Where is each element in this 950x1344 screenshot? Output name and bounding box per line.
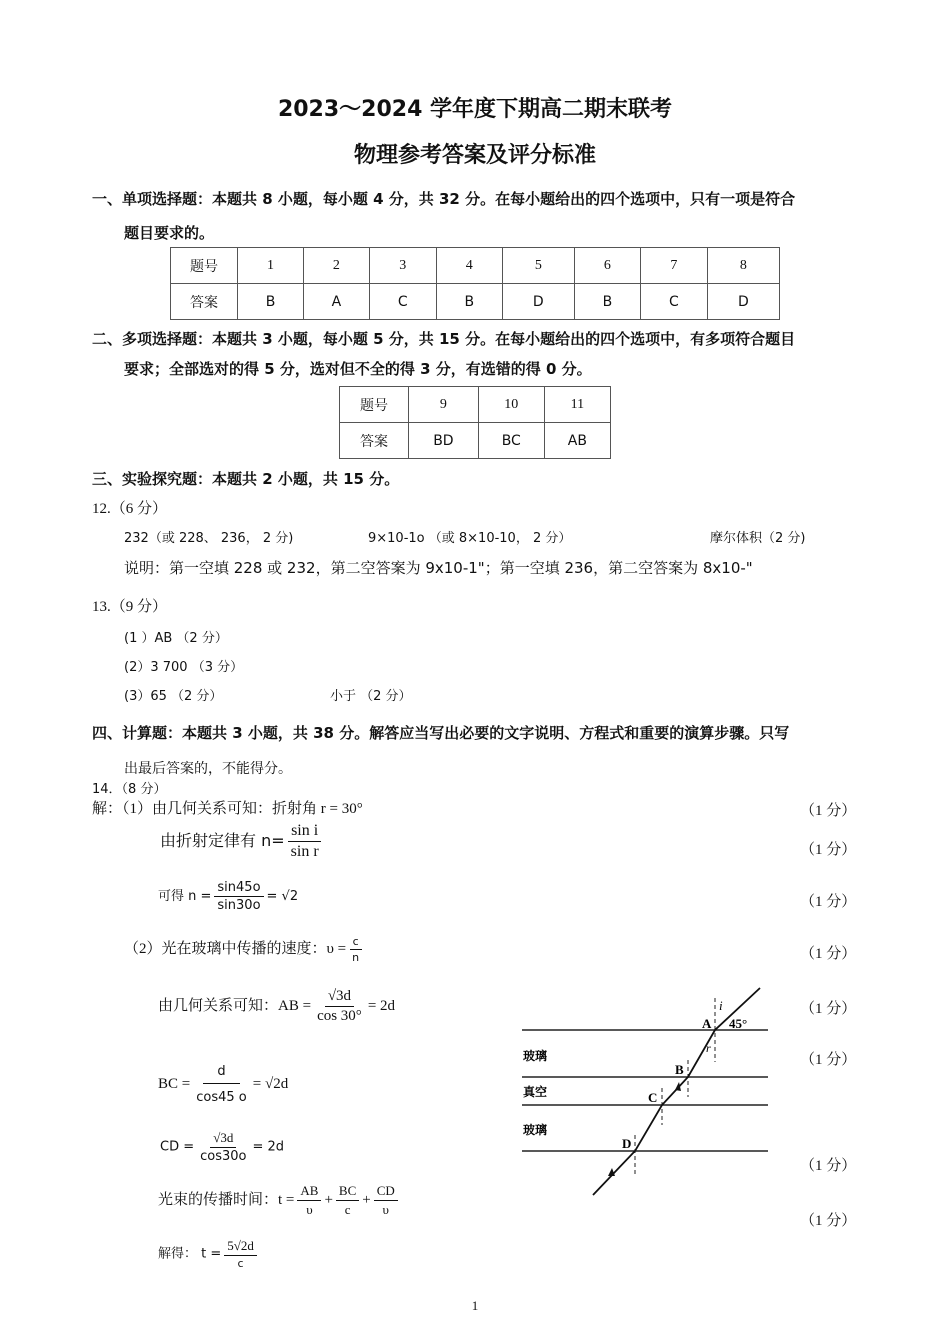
q14-step6: [158, 1064, 288, 1105]
row-label: 题号: [340, 387, 409, 423]
fraction-denominator: c: [344, 1202, 351, 1217]
exam-title: 2023～2024 学年度下期高二期末联考: [277, 97, 673, 122]
step7-result: = 2d: [252, 1139, 285, 1155]
time-fraction-cd: [374, 1183, 398, 1218]
question-number: 7: [640, 248, 707, 284]
q14-step8: 光束的传播时间：t = $\frac{AB}{\upsilon}$ + $\frac{BC}{c}$ + $\frac{CD}{\upsilon}$: [158, 1183, 401, 1218]
fraction-numerator: sin i: [288, 822, 321, 842]
step6-result: = √2d: [252, 1075, 289, 1092]
row-label: 答案: [340, 423, 409, 459]
fraction-denominator: υ: [382, 1202, 389, 1217]
fraction-numerator: √3d: [210, 1130, 236, 1148]
question-number: 3: [369, 248, 436, 284]
single-choice-table: [170, 247, 780, 320]
snell-fraction: [288, 822, 322, 861]
fraction-denominator: cos 30°: [317, 1008, 362, 1024]
section2-heading: 二、多项选择题：本题共 3 小题，每小题 5 分，共 15 分。在每小题给出的四个选项中，有多项符合题目: [92, 330, 796, 348]
time-fraction-bc: [336, 1183, 359, 1218]
fraction-denominator: n: [352, 951, 360, 964]
fraction-denominator: sin r: [290, 843, 319, 860]
section2-heading-cont: 要求；全部选对的得 5 分，选对但不全的得 3 分，有选错的得 0 分。: [124, 360, 592, 378]
label-glass-bottom: 玻璃: [523, 1123, 548, 1137]
answer-cell: C: [369, 284, 436, 320]
q13-answer-2: (2）3 700 （3 分）: [124, 660, 244, 675]
section4-heading: 四、计算题：本题共 3 小题，共 38 分。解答应当写出必要的文字说明、方程式和重要的演算步骤。只写: [92, 724, 790, 742]
point-d: D: [622, 1136, 632, 1151]
score-mark: （1 分）: [800, 946, 857, 962]
speed-fraction: [349, 935, 362, 964]
point-a: A: [702, 1016, 712, 1031]
question-number: 9: [409, 387, 479, 423]
q14-step9: [158, 1238, 260, 1270]
answer-cell: B: [574, 284, 640, 320]
score-mark: （1 分）: [800, 1158, 857, 1174]
q13-heading: 13.（9 分）: [92, 599, 168, 615]
question-number: 10: [478, 387, 544, 423]
fraction-numerator: sin45o: [214, 880, 263, 897]
table-row: [340, 387, 611, 423]
fraction-numerator: d: [203, 1064, 239, 1084]
q12-answer-1: 232（或 228、 236， 2 分): [124, 531, 294, 546]
angle-i: i: [719, 998, 723, 1013]
angle-45: 45°: [729, 1016, 748, 1031]
fraction-numerator: √3d: [325, 988, 354, 1007]
step6-text: BC =: [158, 1075, 191, 1092]
fraction-denominator: cos45 o: [196, 1090, 247, 1105]
fraction-denominator: sin30o: [217, 898, 261, 913]
table-row: [171, 284, 780, 320]
index-fraction: [214, 880, 263, 913]
question-number: 6: [574, 248, 640, 284]
q12-answer-2: 9×10-1o （或 8×10-10， 2 分）: [368, 531, 572, 546]
q14-step3: [158, 880, 298, 913]
score-mark: （1 分）: [800, 1213, 857, 1229]
result-fraction: [224, 1238, 257, 1270]
fraction-denominator: υ: [306, 1202, 313, 1217]
section1-heading: 一、单项选择题：本题共 8 小题，每小题 4 分，共 32 分。在每小题给出的四个选项中，只有一项是符合: [92, 190, 796, 208]
answer-cell: D: [502, 284, 574, 320]
step4-text: （2）光在玻璃中传播的速度：υ =: [124, 940, 347, 957]
step9-text: 解得： t =: [158, 1246, 222, 1262]
step3-result: = √2: [266, 889, 299, 904]
question-number: 1: [238, 248, 304, 284]
section4-heading-cont: 出最后答案的，不能得分。: [124, 761, 292, 777]
multi-choice-table: [339, 386, 611, 459]
row-label: 题号: [171, 248, 238, 284]
step5-text: 由几何关系可知：AB =: [158, 997, 312, 1014]
answer-cell: A: [304, 284, 370, 320]
row-label: 答案: [171, 284, 238, 320]
refraction-diagram: [515, 980, 775, 1200]
q14-step2: [160, 822, 325, 861]
q14-step1: 解：（1）由几何关系可知：折射角 r = 30°: [92, 801, 363, 817]
question-number: 8: [707, 248, 779, 284]
fraction-numerator: AB: [297, 1183, 321, 1201]
answer-cell: C: [640, 284, 707, 320]
q13-answer-3a: (3）65 （2 分）: [124, 689, 223, 704]
table-row: [171, 248, 780, 284]
step8-text: 光束的传播时间：t =: [158, 1191, 295, 1208]
label-vacuum: 真空: [523, 1085, 548, 1099]
fraction-numerator: 5√2d: [224, 1238, 257, 1256]
point-c: C: [648, 1090, 658, 1105]
score-mark: （1 分）: [800, 1052, 857, 1068]
score-mark: （1 分）: [800, 1001, 857, 1017]
q14-step4: [124, 935, 365, 964]
bc-fraction: [193, 1064, 250, 1105]
question-number: 5: [502, 248, 574, 284]
q12-heading: 12.（6 分）: [92, 501, 168, 517]
question-number: 4: [436, 248, 502, 284]
step2-text: 由折射定律有 n=: [160, 831, 285, 850]
point-b: B: [675, 1062, 684, 1077]
step3-text: 可得 n =: [158, 889, 212, 904]
ab-fraction: [314, 988, 365, 1025]
answer-cell: B: [436, 284, 502, 320]
question-number: 11: [544, 387, 610, 423]
step5-result: = 2d: [367, 997, 396, 1014]
page-number: 1: [471, 1298, 479, 1313]
answer-cell: B: [238, 284, 304, 320]
score-mark: （1 分）: [800, 803, 857, 819]
q13-answer-3b: 小于 （2 分）: [330, 689, 412, 704]
score-mark: （1 分）: [800, 894, 857, 910]
answer-cell: BD: [409, 423, 479, 459]
score-mark: （1 分）: [800, 842, 857, 858]
fraction-numerator: c: [350, 935, 362, 950]
q13-answer-1: (1 ）AB （2 分）: [124, 631, 228, 646]
table-row: [340, 423, 611, 459]
cd-fraction: [197, 1130, 249, 1164]
q14-step7: [160, 1130, 284, 1164]
fraction-denominator: c: [237, 1257, 244, 1270]
step7-text: CD =: [160, 1139, 195, 1155]
answer-cell: AB: [544, 423, 610, 459]
section1-heading-cont: 题目要求的。: [124, 224, 215, 242]
fraction-numerator: BC: [336, 1183, 359, 1201]
q12-answer-3: 摩尔体积（2 分): [710, 531, 806, 546]
q14-heading: 14．（8 分）: [92, 782, 167, 797]
q12-note: 说明：第一空填 228 或 232，第二空答案为 9x10-1"；第一空填 236，第二空答案为 8x10-": [124, 559, 753, 577]
answer-key-title: 物理参考答案及评分标准: [353, 143, 596, 168]
question-number: 2: [304, 248, 370, 284]
time-fraction-ab: [297, 1183, 321, 1218]
section3-heading: 三、实验探究题：本题共 2 小题，共 15 分。: [92, 470, 400, 488]
angle-r: r: [706, 1041, 711, 1055]
q14-step5: [158, 988, 395, 1025]
fraction-numerator: CD: [374, 1183, 398, 1201]
fraction-denominator: cos30o: [200, 1149, 247, 1164]
label-glass-top: 玻璃: [523, 1049, 548, 1063]
answer-cell: BC: [478, 423, 544, 459]
answer-cell: D: [707, 284, 779, 320]
